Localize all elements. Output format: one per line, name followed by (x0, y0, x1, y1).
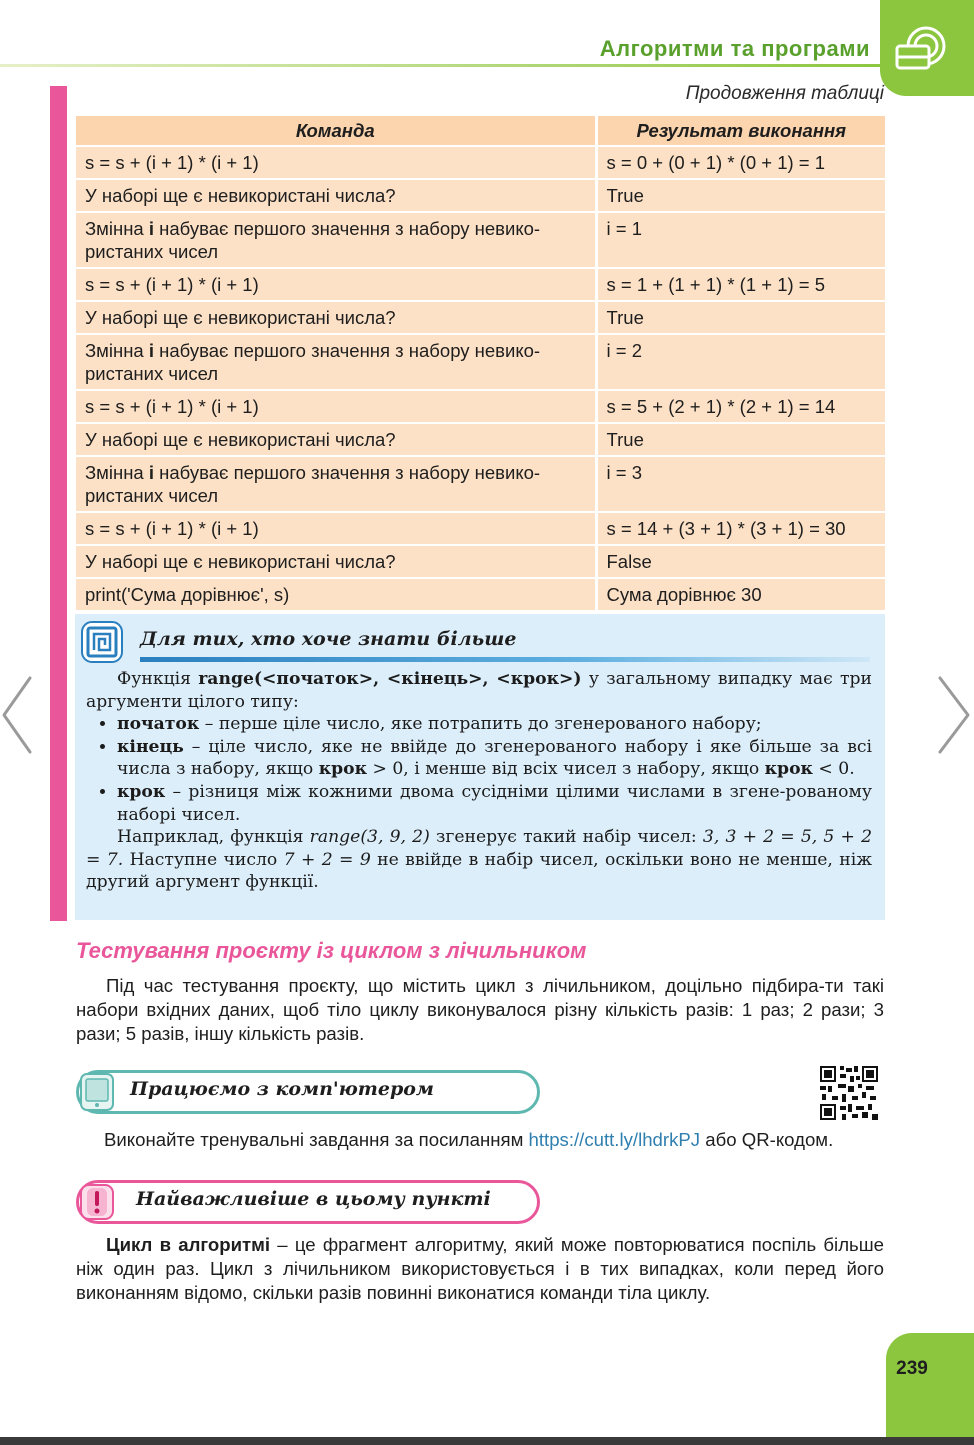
important-block-title: Найважливіше в цьому пункті (136, 1188, 491, 1210)
table-row (76, 578, 885, 611)
table-row (76, 146, 885, 179)
command-cell: Змінна і набуває першого значення з набору невико-ристаних чисел (76, 456, 596, 512)
laptop-icon (893, 20, 951, 78)
section-paragraph: Під час тестування проєкту, що містить цикл з лічильником, доцільно підбира-ти такі набори вхідних даних, щоб тіло циклу виконувалося різну кількість разів: 1 раз; 2 рази; 3 рази; 5 разів, іншу кількість разів. (76, 975, 884, 1044)
section-margin-bar (50, 86, 67, 921)
result-cell: i = 1 (596, 212, 885, 268)
list-item: • початок – перше ціле число, яке потрапить до згенерованого набору; (117, 713, 872, 736)
column-header-result: Результат виконання (596, 116, 885, 146)
result-cell: s = 14 + (3 + 1) * (3 + 1) = 30 (596, 512, 885, 545)
chapter-title: Алгоритми та програми (599, 36, 870, 61)
range-example: Наприклад, функція range(3, 9, 2) згенерує такий набір чисел: 3, 3 + 2 = 5, 5 + 2 = 7. Наступне число 7 + 2 = 9 не ввійде в набір чисел, оскільки воно не менше, ніж другий аргумент функції. (86, 827, 873, 893)
command-cell: s = s + (i + 1) * (i + 1) (76, 512, 596, 545)
command-cell: s = s + (i + 1) * (i + 1) (76, 390, 596, 423)
range-arguments-list (86, 713, 872, 826)
table-row (76, 456, 885, 512)
qr-code-icon[interactable] (820, 1066, 878, 1120)
result-cell: True (596, 179, 885, 212)
table-row (76, 545, 885, 578)
table-row (76, 301, 885, 334)
result-cell: i = 2 (596, 334, 885, 390)
exclamation-icon (79, 1182, 115, 1222)
result-cell: s = 0 + (0 + 1) * (0 + 1) = 1 (596, 146, 885, 179)
table-row (76, 423, 885, 456)
result-cell: True (596, 423, 885, 456)
command-cell: У наборі ще є невикористані числа? (76, 423, 596, 456)
bottom-bar (0, 1437, 974, 1445)
table-row (76, 212, 885, 268)
execution-table (76, 116, 885, 612)
table-header-row (76, 116, 885, 146)
command-cell: s = s + (i + 1) * (i + 1) (76, 268, 596, 301)
header-divider (0, 64, 888, 67)
command-cell: print('Сума дорівнює', s) (76, 578, 596, 611)
info-box-body (86, 668, 872, 894)
command-cell: Змінна і набуває першого значення з набору невико-ристаних чисел (76, 334, 596, 390)
section-heading: Тестування проєкту із циклом з лічильником (76, 938, 587, 963)
previous-page-arrow-icon[interactable] (0, 670, 40, 760)
table-row (76, 390, 885, 423)
task-link[interactable]: https://cutt.ly/lhdrkPJ (528, 1129, 701, 1150)
list-item: • крок – різниця між кожними двома сусідніми цілими числами в згене-рованому наборі чисел. (117, 781, 872, 826)
table-continuation-label: Продовження таблиці (685, 83, 884, 104)
command-cell: У наборі ще є невикористані числа? (76, 301, 596, 334)
table-row (76, 334, 885, 390)
summary-term: Цикл в алгоритмі (106, 1234, 271, 1255)
spiral-info-icon (80, 620, 124, 664)
next-page-arrow-icon[interactable] (934, 670, 974, 760)
page-number-tab (886, 1333, 974, 1437)
tablet-icon (79, 1072, 115, 1112)
info-box-title: Для тих, хто хоче знати більше (140, 628, 517, 650)
list-item: • кінець – ціле число, яке не ввійде до згенерованого набору і яке більше за всі числа з набору, якщо крок > 0, і менше від всіх чисел з набору, якщо крок < 0. (117, 736, 872, 781)
table-row (76, 179, 885, 212)
result-cell: True (596, 301, 885, 334)
command-cell: У наборі ще є невикористані числа? (76, 179, 596, 212)
summary-paragraph: Цикл в алгоритмі – це фрагмент алгоритму, який може повторюватися поспіль більше ніж один раз. Цикл з лічильником використовується і в тих випадках, коли перед його виконанням відомо, скільки разів повинні виконатися команди тіла циклу. (76, 1234, 884, 1303)
table-row (76, 268, 885, 301)
table-row (76, 512, 885, 545)
command-cell: Змінна і набуває першого значення з набору невико-ристаних чисел (76, 212, 596, 268)
command-cell: У наборі ще є невикористані числа? (76, 545, 596, 578)
command-cell: s = s + (i + 1) * (i + 1) (76, 146, 596, 179)
result-cell: s = 5 + (2 + 1) * (2 + 1) = 14 (596, 390, 885, 423)
result-cell: i = 3 (596, 456, 885, 512)
computer-block-title: Працюємо з комп'ютером (130, 1078, 434, 1100)
result-cell: False (596, 545, 885, 578)
page-number: 239 (896, 1358, 928, 1379)
range-intro: Функція range(<початок>, <кінець>, <крок>) у загальному випадку має три аргументи цілого типу: (86, 669, 872, 712)
result-cell: Сума дорівнює 30 (596, 578, 885, 611)
info-title-underline (140, 657, 870, 662)
task-instruction: Виконайте тренувальні завдання за посиланням https://cutt.ly/lhdrkPJ або QR-кодом. (104, 1129, 834, 1150)
result-cell: s = 1 + (1 + 1) * (1 + 1) = 5 (596, 268, 885, 301)
column-header-command: Команда (76, 116, 596, 146)
